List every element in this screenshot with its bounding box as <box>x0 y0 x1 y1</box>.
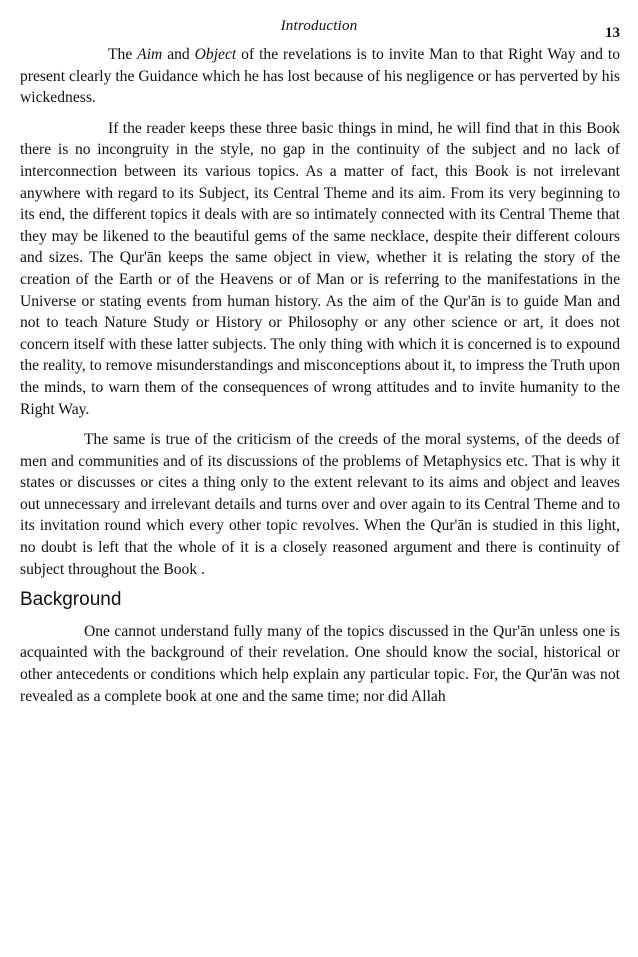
page-body <box>20 44 620 716</box>
paragraph-text: and <box>162 46 195 63</box>
page-number: 13 <box>605 25 620 41</box>
page-header <box>0 18 638 40</box>
paragraph-text: of the revelations is to invite Man to that Right Way and to present clearly the Guidance which he has lost because of his negligence or has perverted by his wickedness. <box>20 46 620 107</box>
running-title: Introduction <box>280 18 358 34</box>
emphasis-aim: Aim <box>137 46 163 63</box>
section-heading-background: Background <box>20 589 122 611</box>
paragraph-background: One cannot understand fully many of the topics discussed in the Qur'ān unless one is acquainted with the background of their revelation. One should know the social, historical or other antecedents or conditions which help explain any particular topic. For, the Qur'ān was not revealed as a complete book at one and the same time; nor did Allah <box>20 622 620 705</box>
paragraph-central-theme: If the reader keeps these three basic things in mind, he will find that in this Book there is no incongruity in the style, no gap in the continuity of the subject and no lack of interconnection between its various topics. As a matter of fact, this Book is not irrelevant anywhere with regard to its Subject, its Central Theme and its aim. From its very beginning to its end, the different topics it deals with are so intimately connected with its Central Theme that they may be likened to the beautiful gems of the same necklace, despite their different colours and sizes. The Qur'ān keeps the same object in view, whether it is relating the story of the creation of the Earth or of the Heavens or of Man or is referring to the manifestations in the Universe or stating events from human history. As the aim of the Qur'ān is to guide Man and not to teach Nature Study or History or Philosophy or any other science or art, it does not concern itself with these latter subjects. The only thing with which it is concerned is to expound the reality, to remove misunderstandings and misconceptions about it, to impress the Truth upon the minds, to warn them of the consequences of wrong attitudes and to invite humanity to the Right Way. <box>20 119 620 418</box>
emphasis-object: Object <box>194 46 237 63</box>
paragraph-criticism: The same is true of the criticism of the creeds of the moral systems, of the deeds of men and communities and of its discussions of the problems of Metaphysics etc. That is why it states or discusses or cites a thing only to the extent relevant to its aims and object and leaves out unnecessary and irrelevant details and turns over and over again to its Central Theme and to its invitation round which every other topic revolves. When the Qur'ān is studied in this light, no doubt is left that the whole of it is a closely reasoned argument and there is continuity of subject throughout the Book . <box>20 431 620 578</box>
paragraph-aim-object <box>20 44 620 109</box>
paragraph-text: The <box>108 46 138 63</box>
